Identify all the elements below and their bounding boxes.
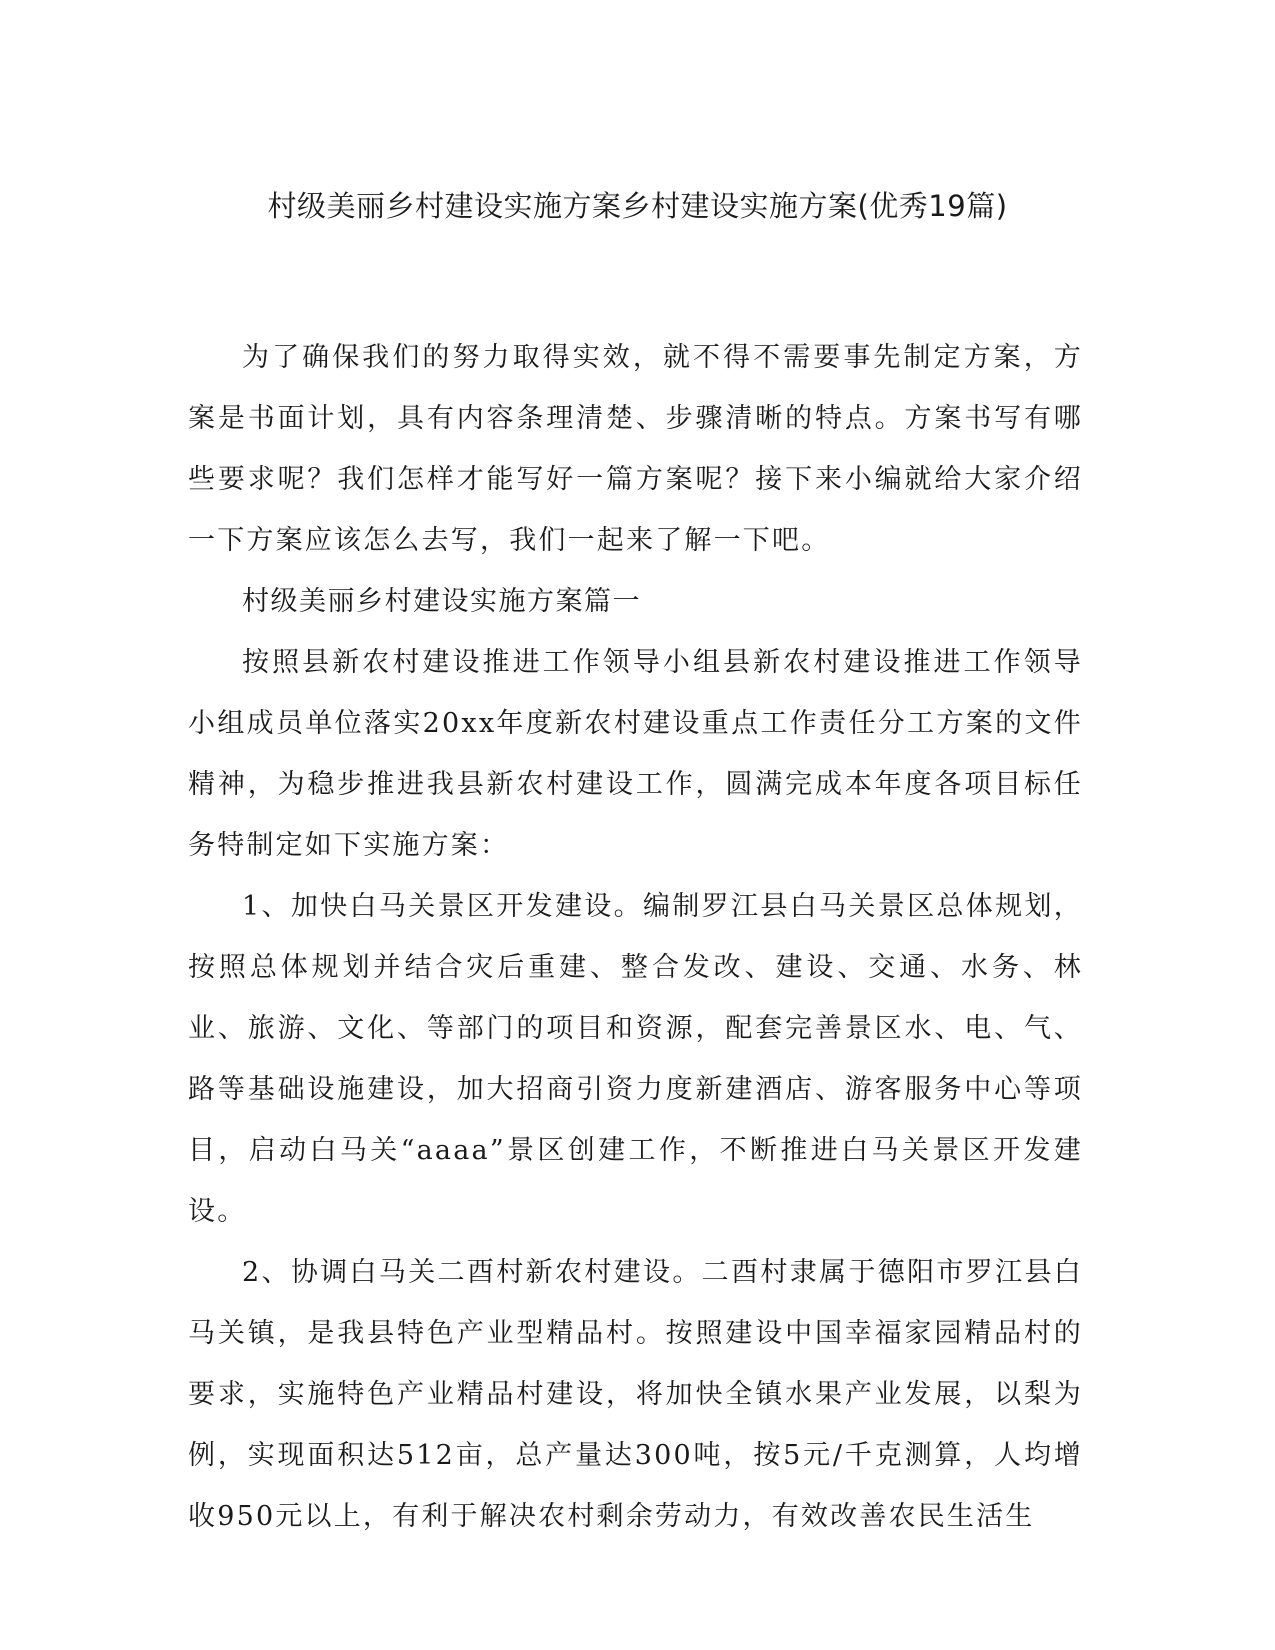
document-body <box>188 327 1083 1547</box>
body-paragraph: 1、加快白马关景区开发建设。编制罗江县白马关景区总体规划，按照总体规划并结合灾后重建、整合发改、建设、交通、水务、林业、旅游、文化、等部门的项目和资源，配套完善景区水、电、气、路等基础设施建设，加大招商引资力度新建酒店、游客服务中心等项目，启动白马关“aaaa”景区创建工作，不断推进白马关景区开发建设。 <box>188 891 1083 1227</box>
section-heading: 村级美丽乡村建设实施方案篇一 <box>242 586 641 617</box>
body-paragraph: 按照县新农村建设推进工作领导小组县新农村建设推进工作领导小组成员单位落实20xx年度新农村建设重点工作责任分工方案的文件精神，为稳步推进我县新农村建设工作，圆满完成本年度各项目标任务特制定如下实施方案： <box>188 647 1083 861</box>
intro-paragraph: 为了确保我们的努力取得实效，就不得不需要事先制定方案，方案是书面计划，具有内容条理清楚、步骤清晰的特点。方案书写有哪些要求呢？我们怎样才能写好一篇方案呢？接下来小编就给大家介绍一下方案应该怎么去写，我们一起来了解一下吧。 <box>188 342 1083 556</box>
body-paragraph: 2、协调白马关二酉村新农村建设。二酉村隶属于德阳市罗江县白马关镇，是我县特色产业型精品村。按照建设中国幸福家园精品村的要求，实施特色产业精品村建设，将加快全镇水果产业发展，以梨为例，实现面积达512亩，总产量达300吨，按5元/千克测算，人均增收950元以上，有利于解决农村剩余劳动力，有效改善农民生活生 <box>188 1257 1083 1532</box>
document-title: 村级美丽乡村建设实施方案乡村建设实施方案(优秀19篇) <box>267 189 1008 223</box>
